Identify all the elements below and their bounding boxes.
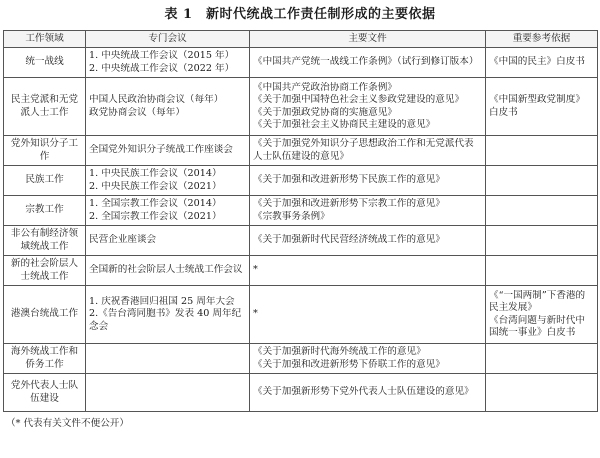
meetings-cell <box>86 256 250 286</box>
meetings-cell <box>86 286 250 344</box>
doc-line: 《关于加强社会主义协商民主建设的意见》 <box>253 119 436 130</box>
table-body <box>4 48 598 412</box>
doc-line: * <box>253 264 258 276</box>
docs-cell <box>250 136 486 166</box>
docs-cell <box>250 256 486 286</box>
refs-cell <box>486 256 598 286</box>
refs-cell <box>486 166 598 196</box>
meetings-cell <box>86 226 250 256</box>
table-row <box>4 78 598 136</box>
meeting-line: 1. 全国宗教工作会议（2014） <box>89 198 222 209</box>
meetings-cell <box>86 196 250 226</box>
doc-line: 《关于加强和改进新形势下侨联工作的意见》 <box>253 358 445 370</box>
doc-line: 《关于加强和改进新形势下民族工作的意见》 <box>253 174 445 186</box>
docs-cell <box>250 286 486 344</box>
table-row <box>4 196 598 226</box>
table-row <box>4 256 598 286</box>
meeting-line: 2. 中央民族工作会议（2021） <box>89 180 222 192</box>
meeting-line: 1. 中央民族工作会议（2014） <box>89 168 222 179</box>
meeting-line: 全国新的社会阶层人士统战工作会议 <box>89 264 243 276</box>
area-cell: 海外统战工作和侨务工作 <box>4 344 86 374</box>
table-row <box>4 286 598 344</box>
meetings-cell <box>86 136 250 166</box>
header-docs: 主要文件 <box>250 31 486 48</box>
area-cell: 非公有制经济领域统战工作 <box>4 226 86 256</box>
refs-cell <box>486 344 598 374</box>
area-cell: 党外知识分子工作 <box>4 136 86 166</box>
area-cell: 宗教工作 <box>4 196 86 226</box>
doc-line: 《中国共产党政治协商工作条例》 <box>253 81 397 93</box>
meetings-cell <box>86 344 250 374</box>
doc-line: 《关于加强新形势下党外代表人士队伍建设的意见》 <box>253 386 474 398</box>
table-row <box>4 344 598 374</box>
doc-line: * <box>253 308 258 320</box>
meeting-line: 中国人民政治协商会议（每年） <box>89 94 224 105</box>
meeting-line: 2.《告台湾同胞书》发表 40 周年纪念会 <box>89 308 242 332</box>
docs-cell <box>250 374 486 412</box>
ref-line: 《中国新型政党制度》白皮书 <box>489 94 585 118</box>
ref-line: 《台湾问题与新时代中国统一事业》白皮书 <box>489 314 585 338</box>
refs-cell <box>486 196 598 226</box>
doc-line: 《关于加强新时代民营经济统战工作的意见》 <box>253 234 445 246</box>
docs-cell <box>250 226 486 256</box>
meeting-line: 民营企业座谈会 <box>89 234 157 246</box>
refs-cell <box>486 286 598 344</box>
area-cell: 党外代表人士队伍建设 <box>4 374 86 412</box>
doc-line: 《中国共产党统一战线工作条例》（试行到修订版本） <box>253 56 479 68</box>
ref-line: 《中国的民主》白皮书 <box>489 56 585 68</box>
meeting-line: 1. 庆祝香港回归祖国 25 周年大会 <box>89 295 235 307</box>
table-row <box>4 226 598 256</box>
docs-cell <box>250 48 486 78</box>
meeting-line: 2. 全国宗教工作会议（2021） <box>89 210 222 222</box>
refs-cell <box>486 48 598 78</box>
doc-line: 《关于加强新时代海外统战工作的意见》 <box>253 346 426 357</box>
meeting-line: 全国党外知识分子统战工作座谈会 <box>89 144 233 156</box>
doc-line: 《关于加强和改进新形势下宗教工作的意见》 <box>253 198 445 209</box>
meeting-line: 2. 中央统战工作会议（2022 年） <box>89 62 235 74</box>
docs-cell <box>250 78 486 136</box>
doc-line: 《关于加强中国特色社会主义参政党建设的意见》 <box>253 94 465 105</box>
meetings-cell <box>86 48 250 78</box>
table-row <box>4 136 598 166</box>
header-meetings: 专门会议 <box>86 31 250 48</box>
refs-cell <box>486 226 598 256</box>
doc-line: 《关于加强党外知识分子思想政治工作和无党派代表人士队伍建设的意见》 <box>253 138 474 162</box>
area-cell: 新的社会阶层人士统战工作 <box>4 256 86 286</box>
refs-cell <box>486 374 598 412</box>
refs-cell <box>486 136 598 166</box>
ref-line: 《“一国两制”下香港的民主发展》 <box>489 289 586 313</box>
footnote: （* 代表有关文件不便公开） <box>6 418 129 429</box>
responsibility-table <box>3 30 598 412</box>
meeting-line: 1. 中央统战工作会议（2015 年） <box>89 50 235 61</box>
area-cell: 港澳台统战工作 <box>4 286 86 344</box>
area-cell: 民主党派和无党派人士工作 <box>4 78 86 136</box>
docs-cell <box>250 196 486 226</box>
meeting-line: 政党协商会议（每年） <box>89 106 185 118</box>
area-cell: 统一战线 <box>4 48 86 78</box>
table-caption: 表 1 新时代统战工作责任制形成的主要依据 <box>164 7 436 22</box>
doc-line: 《关于加强政党协商的实施意见》 <box>253 106 397 118</box>
table-row <box>4 48 598 78</box>
header-refs: 重要参考依据 <box>486 31 598 48</box>
refs-cell <box>486 78 598 136</box>
meetings-cell <box>86 78 250 136</box>
table-row <box>4 166 598 196</box>
docs-cell <box>250 344 486 374</box>
meetings-cell <box>86 166 250 196</box>
docs-cell <box>250 166 486 196</box>
doc-line: 《宗教事务条例》 <box>253 210 330 222</box>
header-area: 工作领域 <box>4 31 86 48</box>
area-cell: 民族工作 <box>4 166 86 196</box>
table-header <box>4 31 598 48</box>
meetings-cell <box>86 374 250 412</box>
table-row <box>4 374 598 412</box>
